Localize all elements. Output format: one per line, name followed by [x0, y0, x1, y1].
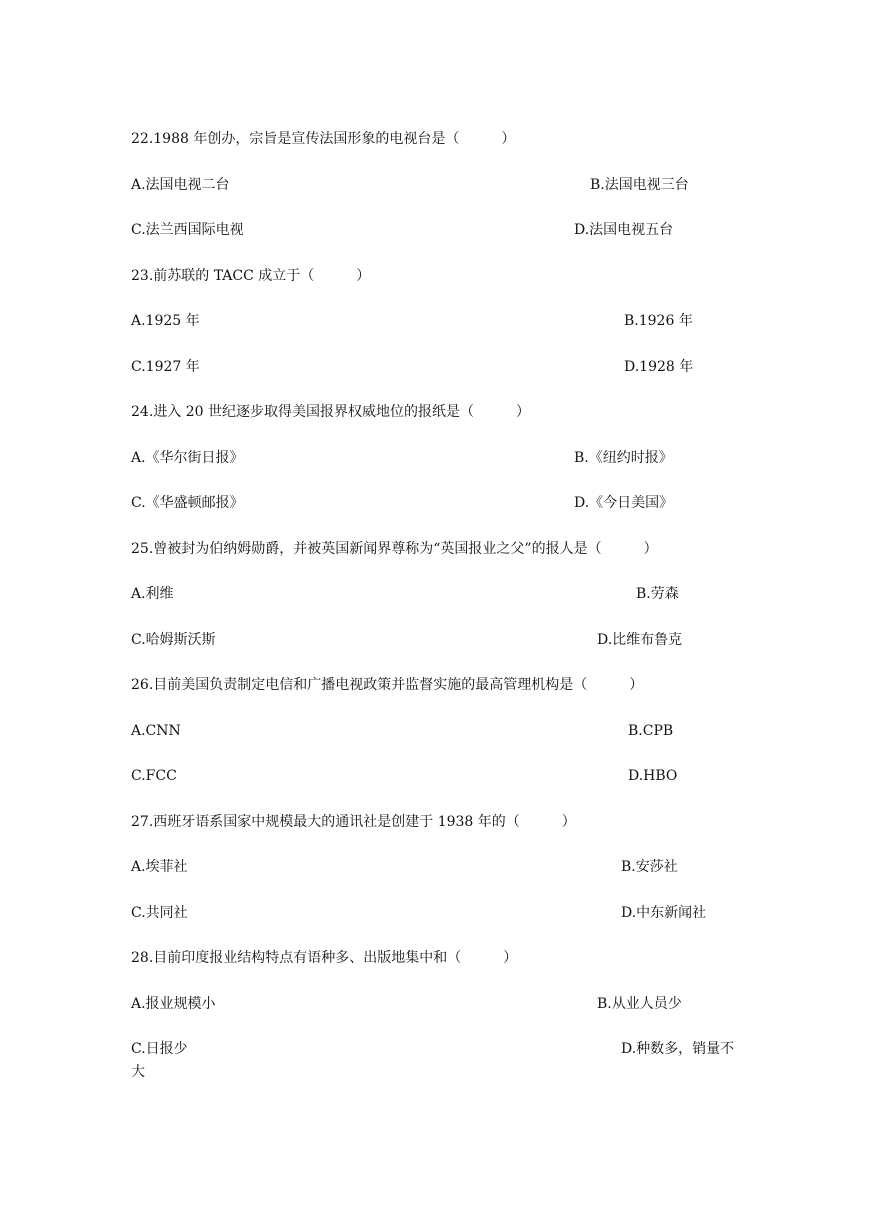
question-22-option-d: D.法国电视五台	[574, 222, 674, 238]
question-28-option-a: A.报业规模小	[131, 996, 216, 1012]
question-25-option-c: C.哈姆斯沃斯	[131, 632, 216, 648]
question-27-option-d: D.中东新闻社	[621, 905, 707, 921]
question-27-option-c: C.共同社	[131, 905, 188, 921]
question-26-option-c: C.FCC	[131, 768, 177, 784]
question-24-option-d: D.《今日美国》	[574, 495, 674, 511]
question-22-stem: 22.1988 年创办，宗旨是宣传法国形象的电视台是（ ）	[131, 131, 516, 147]
question-25-stem: 25.曾被封为伯纳姆勋爵，并被英国新闻界尊称为“英国报业之父”的报人是（ ）	[131, 541, 658, 557]
question-23-option-b: B.1926 年	[624, 313, 693, 329]
question-26-stem: 26.目前美国负责制定电信和广播电视政策并监督实施的最高管理机构是（ ）	[131, 677, 644, 693]
question-28-option-c: C.日报少	[131, 1041, 188, 1057]
question-26-option-a: A.CNN	[131, 723, 181, 739]
question-28-option-b: B.从业人员少	[597, 996, 682, 1012]
question-24-option-c: C.《华盛顿邮报》	[131, 495, 244, 511]
question-23-option-d: D.1928 年	[624, 359, 694, 375]
question-27-stem: 27.西班牙语系国家中规模最大的通讯社是创建于 1938 年的（ ）	[131, 814, 576, 830]
question-23-stem: 23.前苏联的 TACC 成立于（ ）	[131, 268, 371, 284]
question-28-stem: 28.目前印度报业结构特点有语种多、出版地集中和（ ）	[131, 950, 518, 966]
question-22-option-a: A.法国电视二台	[131, 177, 230, 193]
question-27-option-a: A.埃菲社	[131, 859, 188, 875]
question-24-option-a: A.《华尔街日报》	[131, 450, 244, 466]
question-23-option-c: C.1927 年	[131, 359, 200, 375]
question-24-stem: 24.进入 20 世纪逐步取得美国报界权威地位的报纸是（ ）	[131, 404, 530, 420]
question-28-option-d: D.种数多，销量不	[621, 1041, 735, 1057]
question-28-option-d-wrap: 大	[131, 1064, 145, 1080]
question-23-option-a: A.1925 年	[131, 313, 200, 329]
question-26-option-d: D.HBO	[628, 768, 678, 784]
question-25-option-d: D.比维布鲁克	[597, 632, 683, 648]
question-25-option-a: A.利维	[131, 586, 174, 602]
question-25-option-b: B.劳森	[636, 586, 679, 602]
question-26-option-b: B.CPB	[628, 723, 674, 739]
question-22-option-b: B.法国电视三台	[590, 177, 689, 193]
question-24-option-b: B.《纽约时报》	[574, 450, 673, 466]
question-27-option-b: B.安莎社	[621, 859, 678, 875]
question-22-option-c: C.法兰西国际电视	[131, 222, 244, 238]
